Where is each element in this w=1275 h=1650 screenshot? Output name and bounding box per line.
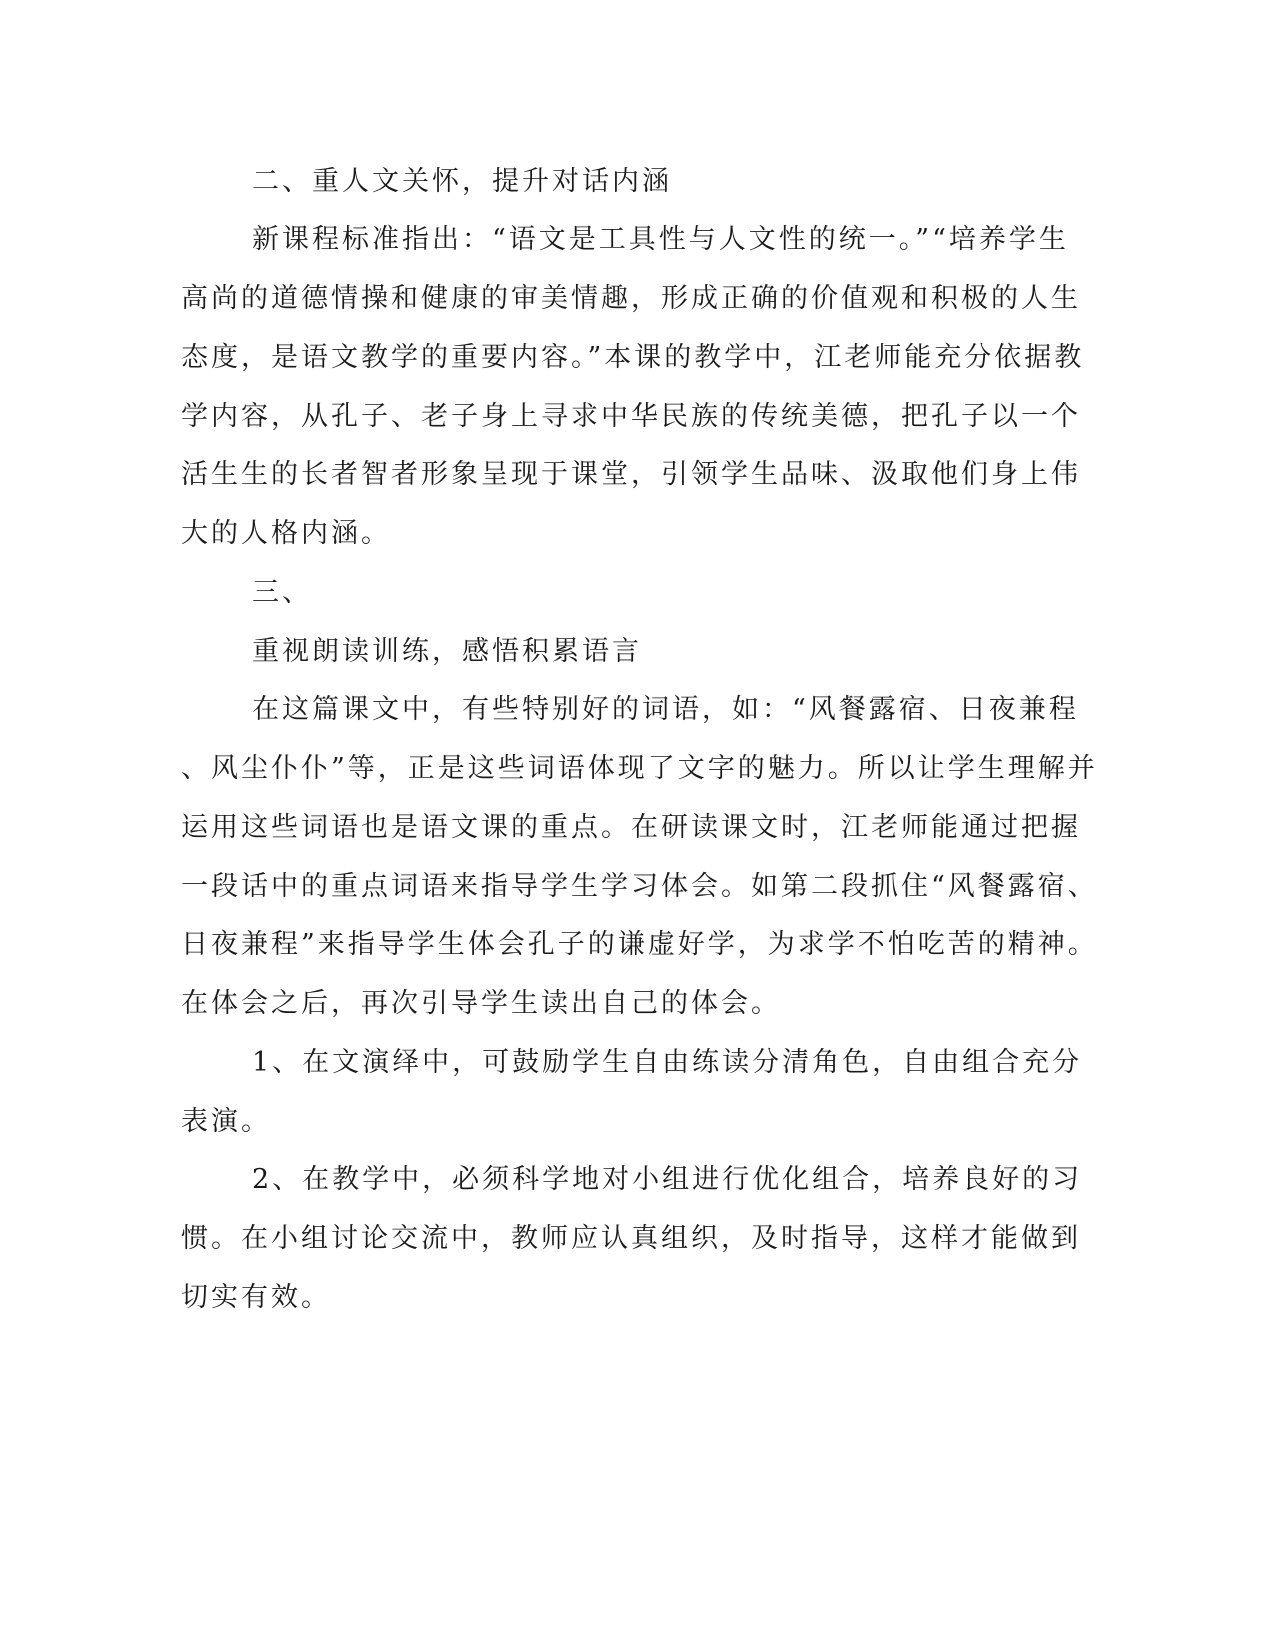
list-item: 2、在教学中，必须科学地对小组进行优化组合，培养良好的习 xyxy=(252,1164,1083,1195)
paragraph-line: 运用这些词语也是语文课的重点。在研读课文时，江老师能通过把握 xyxy=(181,812,1081,843)
paragraph-line: 、风尘仆仆”等，正是这些词语体现了文字的魅力。所以让学生理解并 xyxy=(181,753,1098,784)
paragraph-line: 新课程标准指出：“语文是工具性与人文性的统一。”“培养学生 xyxy=(252,224,1069,255)
section-heading: 重视朗读训练，感悟积累语言 xyxy=(252,636,642,667)
paragraph-line: 在这篇课文中，有些特别好的词语，如：“风餐露宿、日夜兼程 xyxy=(252,694,1079,725)
paragraph-line: 学内容，从孔子、老子身上寻求中华民族的传统美德，把孔子以一个 xyxy=(181,401,1081,432)
paragraph-line: 一段话中的重点词语来指导学生学习体会。如第二段抓住“风餐露宿、 xyxy=(181,871,1098,902)
paragraph-line: 表演。 xyxy=(181,1106,271,1137)
paragraph-line: 在体会之后，再次引导学生读出自己的体会。 xyxy=(181,988,781,1019)
paragraph-line: 高尚的道德情操和健康的审美情趣，形成正确的价值观和积极的人生 xyxy=(181,283,1081,314)
list-item: 1、在文演绎中，可鼓励学生自由练读分清角色，自由组合充分 xyxy=(252,1047,1083,1078)
paragraph-line: 切实有效。 xyxy=(181,1282,331,1313)
paragraph-line: 日夜兼程”来指导学生体会孔子的谦虚好学，为求学不怕吃苦的精神。 xyxy=(181,929,1098,960)
paragraph-line: 大的人格内涵。 xyxy=(181,518,391,549)
paragraph-line: 态度，是语文教学的重要内容。”本课的教学中，江老师能充分依据教 xyxy=(181,342,1085,373)
paragraph-line: 惯。在小组讨论交流中，教师应认真组织，及时指导，这样才能做到 xyxy=(181,1223,1081,1254)
section-number: 三、 xyxy=(252,577,312,608)
paragraph-line: 活生生的长者智者形象呈现于课堂，引领学生品味、汲取他们身上伟 xyxy=(181,459,1081,490)
section-heading: 二、重人文关怀，提升对话内涵 xyxy=(252,166,672,197)
